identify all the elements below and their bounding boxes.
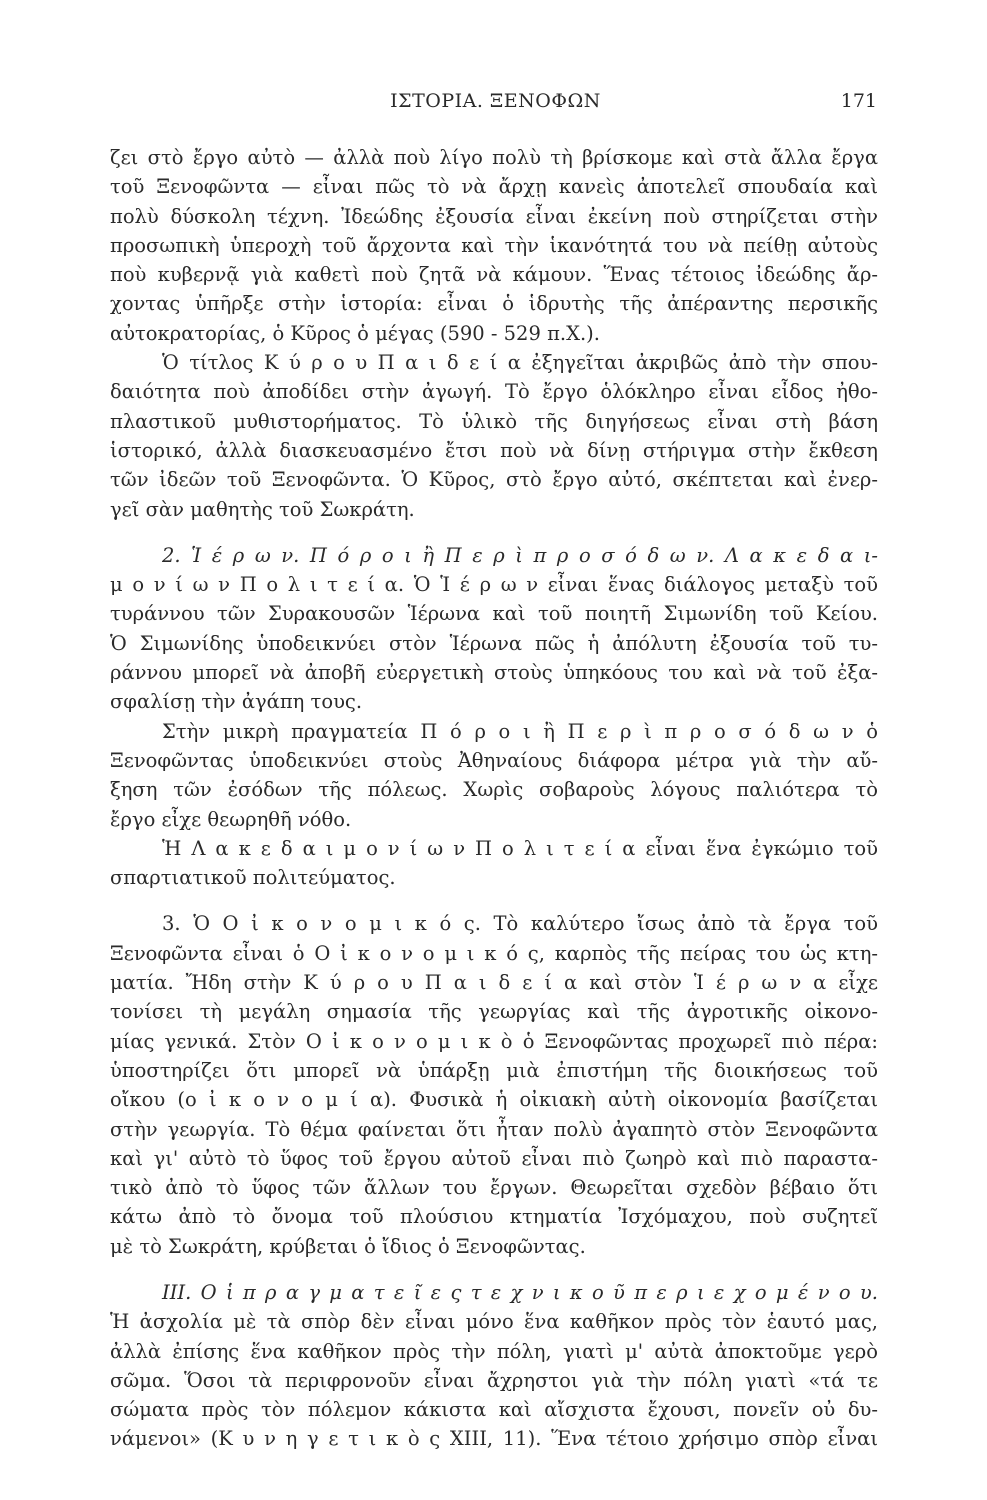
section-gap [110, 892, 878, 909]
section-heading-line: 3. Ὁ Ο ἰ κ ο ν ο μ ι κ ό ς. Τὸ καλύτερο ἴσως ἀπὸ τὰ ἔργα τοῦ [162, 912, 878, 936]
section-heading-line: ΙΙΙ. Ο ἱ π ρ α γ μ α τ ε ῖ ε ς τ ε χ ν ι κ ο ῦ π ε ρ ι ε χ ο μ έ ν ο υ. [162, 1280, 878, 1304]
text-line: γεῖ σὰν μαθητὴς τοῦ Σωκράτη. [110, 497, 415, 521]
text-line: Στὴν μικρὴ πραγματεία Π ό ρ ο ι ἢ Π ε ρ ὶ π ρ ο σ ό δ ω ν ὁ [162, 719, 878, 743]
text-line: Ξενοφῶντας ὑποδεικνύει στοὺς Ἀθηναίους διάφορα μέτρα γιὰ τὴν αὔ- [110, 748, 878, 772]
text-line: Ἡ ἀσχολία μὲ τὰ σπὸρ δὲν εἶναι μόνο ἕνα καθῆκον πρὸς τὸν ἑαυτό μας, [110, 1310, 878, 1334]
text-line: καὶ γι' αὐτὸ τὸ ὕφος τοῦ ἔργου αὐτοῦ εἶναι πιὸ ζωηρὸ καὶ πιὸ παραστα- [110, 1146, 878, 1170]
text-line: τῶν ἰδεῶν τοῦ Ξενοφῶντα. Ὁ Κῦρος, στὸ ἔργο αὐτό, σκέπτεται καὶ ἐνερ- [110, 468, 878, 492]
text-line: ξηση τῶν ἐσόδων τῆς πόλεως. Χωρὶς σοβαροὺς λόγους παλιότερα τὸ [110, 778, 878, 802]
paragraph [110, 909, 878, 1261]
text-line: Ξενοφῶντα εἶναι ὁ Ο ἰ κ ο ν ο μ ι κ ό ς, καρπὸς τῆς πείρας του ὡς κτη- [110, 941, 878, 965]
paragraph [110, 717, 878, 834]
running-head [114, 88, 877, 114]
text-line: σφαλίσῃ τὴν ἀγάπη τους. [110, 690, 363, 714]
text-line: ἔργο εἶχε θεωρηθῆ νόθο. [110, 807, 352, 831]
paragraph [110, 834, 878, 893]
page-body [110, 143, 878, 1454]
text-line: κάτω ἀπὸ τὸ ὄνομα τοῦ πλούσιου κτηματία Ἰσχόμαχου, ποὺ συζητεῖ [110, 1205, 878, 1229]
page-number: 171 [840, 90, 877, 112]
text-line: στὴν γεωργία. Τὸ θέμα φαίνεται ὅτι ἦταν πολὺ ἀγαπητὸ στὸν Ξενοφῶντα [110, 1117, 878, 1141]
paragraph [110, 348, 878, 524]
text-line: προσωπικὴ ὑπεροχὴ τοῦ ἄρχοντα καὶ τὴν ἱκανότητά του νὰ πείθῃ αὐτοὺς [110, 233, 878, 257]
text-line: νάμενοι» (Κ υ ν η γ ε τ ι κ ὸ ς XIII, 11). Ἕνα τέτοιο χρήσιμο σπὸρ εἶναι [110, 1427, 878, 1451]
text-line: χοντας ὑπῆρξε στὴν ἱστορία: εἶναι ὁ ἱδρυτὴς τῆς ἀπέραντης περσικῆς [110, 292, 878, 316]
paragraph [110, 1278, 878, 1454]
text-line: αὐτοκρατορίας, ὁ Κῦρος ὁ μέγας (590 - 529 π.Χ.). [110, 321, 600, 345]
text-line: τονίσει τὴ μεγάλη σημασία τῆς γεωργίας καὶ τῆς ἀγροτικῆς οἰκονο- [110, 1000, 878, 1024]
text-line: τικὸ ἀπὸ τὸ ὕφος τῶν ἄλλων του ἔργων. Θεωρεῖται σχεδὸν βέβαιο ὅτι [110, 1176, 878, 1200]
text-line: Ὁ Σιμωνίδης ὑποδεικνύει στὸν Ἱέρωνα πῶς ἡ ἀπόλυτη ἐξουσία τοῦ τυ- [110, 631, 878, 655]
text-line: τοῦ Ξενοφῶντα — εἶναι πῶς τὸ νὰ ἄρχῃ κανεὶς ἀποτελεῖ σπουδαία καὶ [110, 175, 878, 199]
text-line: σπαρτιατικοῦ πολιτεύματος. [110, 866, 396, 890]
text-line: σῶμα. Ὅσοι τὰ περιφρονοῦν εἶναι ἄχρηστοι γιὰ τὴν πόλη γιατὶ «τά τε [110, 1368, 878, 1392]
text-line: πολὺ δύσκολη τέχνη. Ἰδεώδης ἐξουσία εἶναι ἐκείνη ποὺ στηρίζεται στὴν [110, 204, 878, 228]
text-line: μ ο ν ί ω ν Π ο λ ι τ ε ί α. Ὁ Ἱ έ ρ ω ν εἶναι ἕνας διάλογος μεταξὺ τοῦ [110, 573, 878, 597]
paragraph [110, 541, 878, 717]
text-line: δαιότητα ποὺ ἀποδίδει στὴν ἀγωγή. Τὸ ἔργο ὁλόκληρο εἶναι εἶδος ἠθο- [110, 380, 878, 404]
text-line: ποὺ κυβερνᾷ γιὰ καθετὶ ποὺ ζητᾶ νὰ κάμουν. Ἕνας τέτοιος ἰδεώδης ἄρ- [110, 263, 878, 287]
text-line: Ἡ Λ α κ ε δ α ι μ ο ν ί ω ν Π ο λ ι τ ε ί α εἶναι ἕνα ἐγκώμιο τοῦ [162, 836, 878, 860]
paragraph [110, 143, 878, 348]
text-line: ράννου μπορεῖ νὰ ἀποβῆ εὐεργετικὴ στοὺς ὑπηκόους του καὶ νὰ τοῦ ἐξα- [110, 661, 878, 685]
section-gap [110, 1261, 878, 1278]
text-line: μὲ τὸ Σωκράτη, κρύβεται ὁ ἴδιος ὁ Ξενοφῶντας. [110, 1234, 586, 1258]
text-line: τυράννου τῶν Συρακουσῶν Ἱέρωνα καὶ τοῦ ποιητῆ Σιμωνίδη τοῦ Κείου. [110, 602, 878, 626]
section-gap [110, 524, 878, 541]
text-line: μίας γενικά. Στὸν Ο ἰ κ ο ν ο μ ι κ ὸ ὁ Ξενοφῶντας προχωρεῖ πιὸ πέρα: [110, 1029, 878, 1053]
text-line: Ὁ τίτλος Κ ύ ρ ο υ Π α ι δ ε ί α ἐξηγεῖται ἀκριβῶς ἀπὸ τὴν σπου- [162, 351, 878, 375]
text-line: ματία. Ἤδη στὴν Κ ύ ρ ο υ Π α ι δ ε ί α καὶ στὸν Ἱ έ ρ ω ν α εἶχε [110, 971, 878, 995]
text-line: ἱστορικό, ἀλλὰ διασκευασμένο ἔτσι ποὺ νὰ δίνῃ στήριγμα στὴν ἔκθεση [110, 438, 878, 462]
section-heading-line: 2. Ἱ έ ρ ω ν. Π ό ρ ο ι ἢ Π ε ρ ὶ π ρ ο σ ό δ ω ν. Λ α κ ε δ α ι- [162, 543, 878, 567]
text-line: πλαστικοῦ μυθιστορήματος. Τὸ ὑλικὸ τῆς διηγήσεως εἶναι στὴ βάση [110, 409, 878, 433]
running-title: ΙΣΤΟΡΙΑ. ΞΕΝΟΦΩΝ [390, 90, 601, 112]
text-line: ὑποστηρίζει ὅτι μπορεῖ νὰ ὑπάρξῃ μιὰ ἐπιστήμη τῆς διοικήσεως τοῦ [110, 1058, 878, 1082]
text-line: οἴκου (ο ἰ κ ο ν ο μ ί α). Φυσικὰ ἡ οἰκιακὴ αὐτὴ οἰκονομία βασίζεται [110, 1088, 878, 1112]
text-line: ἀλλὰ ἐπίσης ἕνα καθῆκον πρὸς τὴν πόλη, γιατὶ μ' αὐτὰ ἀποκτοῦμε γερὸ [110, 1339, 878, 1363]
text-line: ζει στὸ ἔργο αὐτὸ — ἀλλὰ ποὺ λίγο πολὺ τὴ βρίσκομε καὶ στὰ ἄλλα ἔργα [110, 146, 878, 169]
text-line: σώματα πρὸς τὸν πόλεμον κάκιστα καὶ αἴσχιστα ἔχουσι, πονεῖν οὐ δυ- [110, 1398, 878, 1422]
